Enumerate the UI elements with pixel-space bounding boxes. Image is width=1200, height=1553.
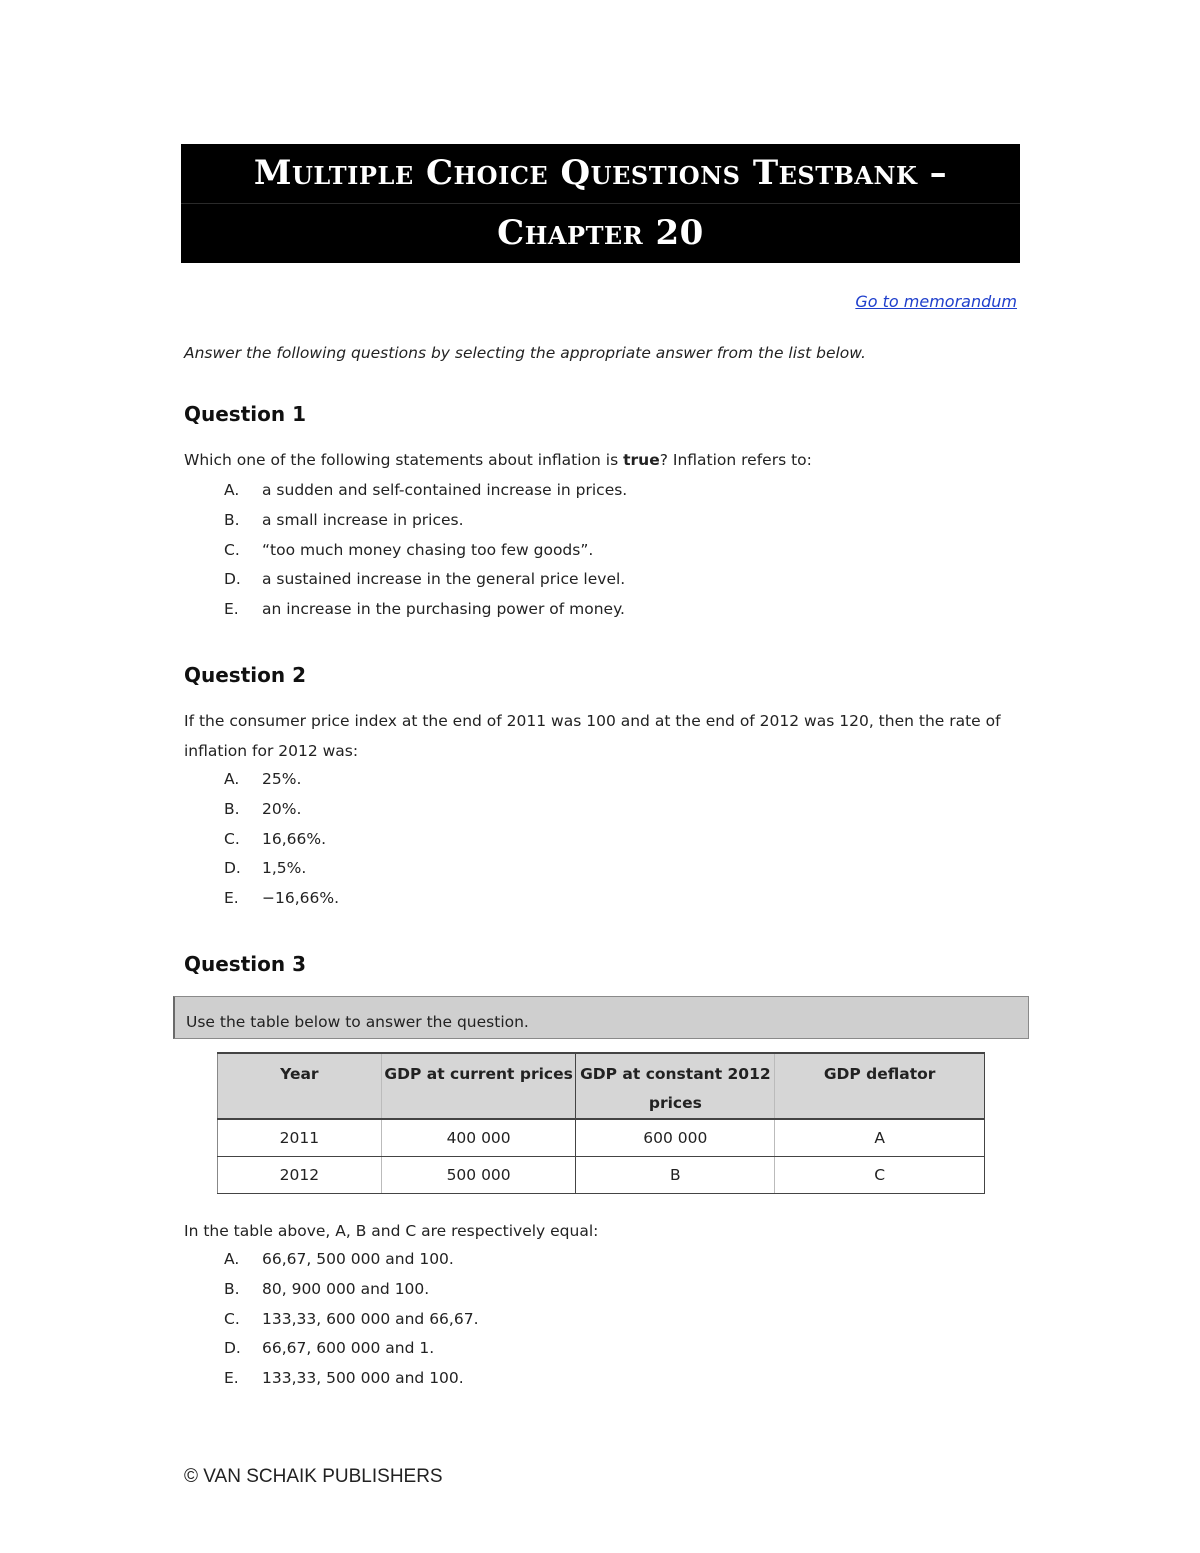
question-3-option-e[interactable] bbox=[224, 1364, 479, 1394]
question-3-heading: Question 3 bbox=[184, 952, 306, 976]
option-text: 20%. bbox=[262, 799, 302, 818]
memorandum-link[interactable]: Go to memorandum bbox=[855, 292, 1017, 311]
cell-year: 2012 bbox=[218, 1156, 382, 1193]
cell-gdp-constant: 600 000 bbox=[576, 1119, 775, 1156]
cell-gdp-constant: B bbox=[576, 1156, 775, 1193]
title-banner bbox=[181, 144, 1020, 263]
question-3-option-a[interactable] bbox=[224, 1245, 479, 1275]
header-gdp-current: GDP at current prices bbox=[381, 1053, 576, 1119]
table-row bbox=[218, 1119, 985, 1156]
question-2-option-a[interactable] bbox=[224, 765, 339, 795]
cell-gdp-current: 500 000 bbox=[381, 1156, 576, 1193]
question-3-text: In the table above, A, B and C are respectively equal: bbox=[184, 1222, 599, 1240]
question-1-text-start: Which one of the following statements about inflation is bbox=[184, 451, 624, 469]
question-2-options bbox=[224, 765, 339, 914]
option-letter: C. bbox=[224, 1309, 240, 1328]
option-text: −16,66%. bbox=[262, 889, 340, 908]
option-text: a sudden and self-contained increase in prices. bbox=[262, 481, 628, 499]
option-letter: A. bbox=[224, 481, 240, 499]
header-gdp-deflator: GDP deflator bbox=[775, 1053, 985, 1119]
option-text: 66,67, 600 000 and 1. bbox=[262, 1339, 435, 1358]
question-1-option-c[interactable] bbox=[224, 536, 627, 566]
question-1-text bbox=[184, 445, 1020, 475]
option-letter: E. bbox=[224, 1369, 239, 1388]
option-text: 133,33, 500 000 and 100. bbox=[262, 1369, 464, 1388]
option-letter: D. bbox=[224, 859, 241, 878]
option-letter: A. bbox=[224, 1250, 240, 1268]
option-text: “too much money chasing too few goods”. bbox=[262, 540, 594, 559]
question-3-options bbox=[224, 1245, 479, 1394]
question-1-heading: Question 1 bbox=[184, 402, 306, 426]
option-letter: A. bbox=[224, 770, 240, 788]
option-letter: D. bbox=[224, 1339, 241, 1358]
question-2-heading: Question 2 bbox=[184, 663, 306, 687]
question-1-option-a[interactable] bbox=[224, 476, 627, 506]
question-2-option-d[interactable] bbox=[224, 854, 339, 884]
option-text: 133,33, 600 000 and 66,67. bbox=[262, 1309, 479, 1328]
option-letter: D. bbox=[224, 570, 241, 589]
option-text: 66,67, 500 000 and 100. bbox=[262, 1250, 454, 1268]
option-letter: B. bbox=[224, 799, 240, 818]
option-text: 25%. bbox=[262, 770, 302, 788]
instructions: Answer the following questions by selecting the appropriate answer from the list below. bbox=[184, 344, 866, 362]
table-header-row bbox=[218, 1053, 985, 1119]
table-instruction-bar: Use the table below to answer the question. bbox=[173, 996, 1029, 1039]
question-2-option-b[interactable] bbox=[224, 795, 339, 825]
option-text: a small increase in prices. bbox=[262, 510, 464, 529]
option-letter: E. bbox=[224, 600, 239, 619]
cell-gdp-deflator: C bbox=[775, 1156, 985, 1193]
option-text: 80, 900 000 and 100. bbox=[262, 1279, 430, 1298]
question-3-option-b[interactable] bbox=[224, 1275, 479, 1305]
option-text: a sustained increase in the general price level. bbox=[262, 570, 626, 589]
question-2-option-e[interactable] bbox=[224, 884, 339, 914]
option-letter: B. bbox=[224, 1279, 240, 1298]
option-text: 1,5%. bbox=[262, 859, 307, 878]
question-3-option-c[interactable] bbox=[224, 1305, 479, 1335]
publisher-footer: © VAN SCHAIK PUBLISHERS bbox=[184, 1466, 443, 1487]
question-2-option-c[interactable] bbox=[224, 825, 339, 855]
option-text: 16,66%. bbox=[262, 829, 327, 848]
question-3-option-d[interactable] bbox=[224, 1334, 479, 1364]
gdp-table bbox=[217, 1052, 985, 1194]
question-2-text: If the consumer price index at the end of 2011 was 100 and at the end of 2012 was 120, then the rate of inflation for 2012 was: bbox=[184, 712, 1001, 760]
cell-gdp-deflator: A bbox=[775, 1119, 985, 1156]
question-1-text-bold: true bbox=[623, 451, 660, 469]
cell-year: 2011 bbox=[218, 1119, 382, 1156]
question-1-text-end: ? Inflation refers to: bbox=[659, 451, 812, 469]
header-year: Year bbox=[218, 1053, 382, 1119]
table-row bbox=[218, 1156, 985, 1193]
question-1-option-e[interactable] bbox=[224, 595, 627, 625]
question-1-option-b[interactable] bbox=[224, 506, 627, 536]
option-letter: B. bbox=[224, 510, 240, 529]
cell-gdp-current: 400 000 bbox=[381, 1119, 576, 1156]
title-line-1: Multiple Choice Questions Testbank – bbox=[181, 144, 1020, 204]
option-letter: E. bbox=[224, 889, 239, 908]
header-gdp-constant: GDP at constant 2012 prices bbox=[576, 1053, 775, 1119]
option-letter: C. bbox=[224, 829, 240, 848]
option-text: an increase in the purchasing power of money. bbox=[262, 600, 625, 619]
question-1-options bbox=[224, 476, 627, 625]
title-line-2: Chapter 20 bbox=[497, 213, 704, 253]
question-1-option-d[interactable] bbox=[224, 565, 627, 595]
option-letter: C. bbox=[224, 540, 240, 559]
